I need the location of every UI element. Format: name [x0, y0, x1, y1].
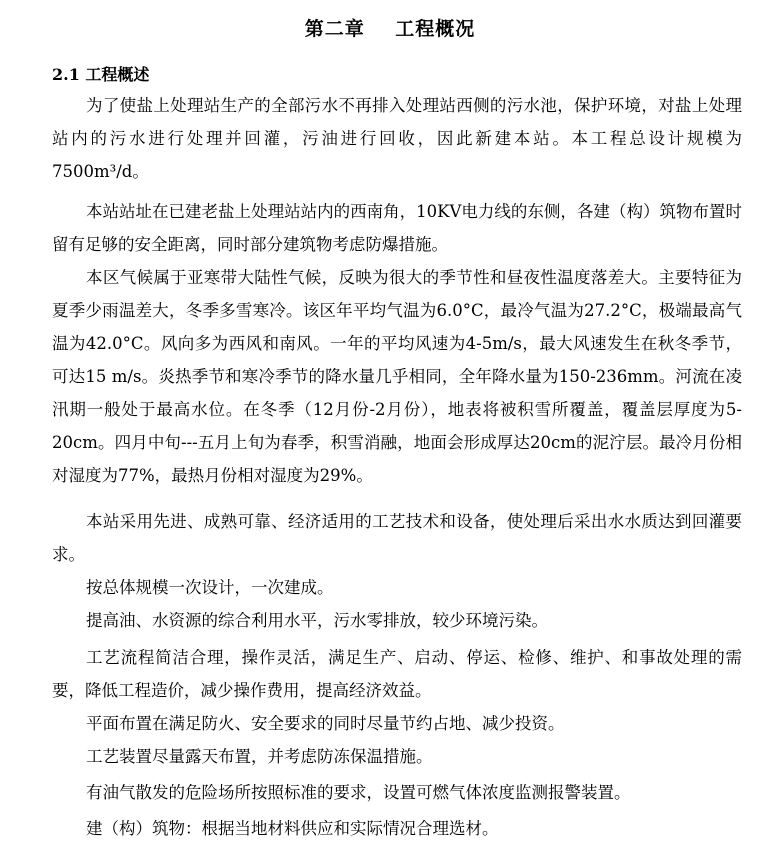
paragraph-gas-monitoring: 有油气散发的危险场所按照标准的要求，设置可燃气体浓度监测报警装置。 — [86, 783, 631, 802]
paragraph-process-flow: 工艺流程简洁合理，操作灵活，满足生产、启动、停运、检修、维护、和事故处理的需要，降低工程造价，减少操作费用，提高经济效益。 — [52, 648, 742, 700]
paragraph-project-purpose: 为了使盐上处理站生产的全部污水不再排入处理站西侧的污水池，保护环境，对盐上处理站内的污水进行处理并回灌，污油进行回收，因此新建本站。本工程总设计规模为7500m³/d。 — [52, 96, 742, 181]
paragraph-climate: 本区气候属于亚寒带大陆性气候，反映为很大的季节性和昼夜性温度落差大。主要特征为夏季少雨温差大，冬季多雪寒冷。该区年平均气温为6.0°C，最冷气温为27.2°C，极端最高气温为42.0°C。风向多为西风和南风。一年的平均风速为4-5m/s，最大风速发生在秋冬季节，可达15 m/s。炎热季节和寒冷季节的降水量几乎相同，全年降水量为150-236mm。河流在凌汛期一般处于最高水位。在冬季（12月份-2月份），地表将被积雪所覆盖，覆盖层厚度为5-20cm。四月中旬---五月上旬为春季，积雪消融，地面会形成厚达20cm的泥泞层。最冷月份相对湿度为77%，最热月份相对湿度为29%。 — [52, 268, 742, 485]
paragraph-design-scale: 按总体规模一次设计，一次建成。 — [86, 578, 334, 597]
chapter-title: 第二章 工程概况 — [304, 18, 476, 40]
section-title: 2.1 工程概述 — [52, 65, 150, 84]
paragraph-layout: 平面布置在满足防火、安全要求的同时尽量节约占地、减少投资。 — [86, 714, 565, 733]
paragraph-resource-utilization: 提高油、水资源的综合利用水平，污水零排放，较少环境污染。 — [86, 611, 548, 630]
paragraph-outdoor-equipment: 工艺装置尽量露天布置，并考虑防冻保温措施。 — [86, 747, 433, 766]
paragraph-site-location: 本站站址在已建老盐上处理站站内的西南角，10KV电力线的东侧，各建（构）筑物布置时留有足够的安全距离，同时部分建筑物考虑防爆措施。 — [52, 202, 742, 254]
paragraph-technology: 本站采用先进、成熟可靠、经济适用的工艺技术和设备，使处理后采出水水质达到回灌要求。 — [52, 512, 742, 564]
paragraph-building-materials: 建（构）筑物：根据当地材料供应和实际情况合理选材。 — [86, 819, 499, 838]
